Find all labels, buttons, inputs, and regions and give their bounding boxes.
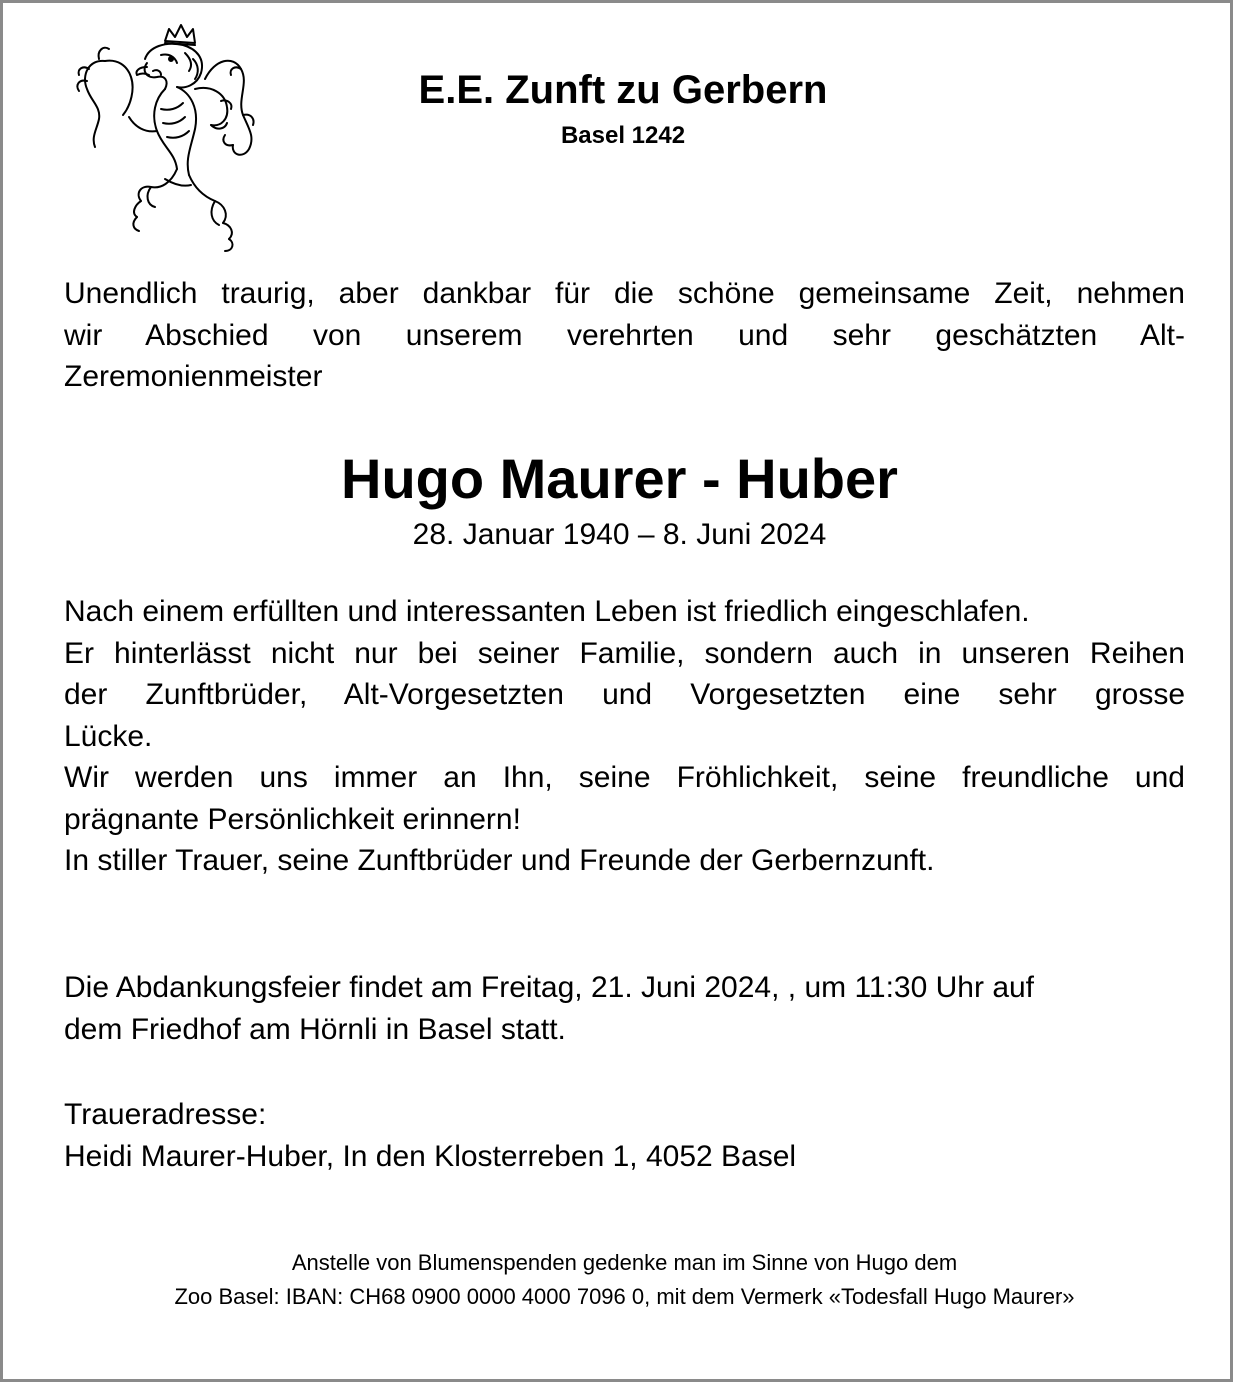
intro-line: Unendlich traurig, aber dankbar für die schöne gemeinsame Zeit, nehmen: [64, 277, 1185, 310]
rampant-lion-crest-icon: [65, 19, 261, 255]
deceased-name: Hugo Maurer - Huber: [341, 447, 898, 510]
body-paragraph: [64, 591, 1185, 882]
body-line: Er hinterlässt nicht nur bei seiner Familie, sondern auch in unseren Reihen: [64, 636, 1185, 670]
donation-line: Zoo Basel: IBAN: CH68 0900 0000 4000 7096 0, mit dem Vermerk «Todesfall Hugo Maurer»: [174, 1284, 1075, 1309]
org-subtitle: Basel 1242: [560, 122, 686, 149]
body-line: Nach einem erfüllten und interessanten Leben ist friedlich eingeschlafen.: [64, 595, 1030, 628]
intro-line: Zeremonienmeister: [64, 360, 323, 393]
ceremony-paragraph: [64, 967, 1185, 1050]
body-line: Lücke.: [64, 719, 153, 753]
address-value: Heidi Maurer-Huber, In den Klosterreben 1, 4052 Basel: [64, 1139, 797, 1173]
ceremony-line: dem Friedhof am Hörnli in Basel statt.: [64, 1012, 566, 1046]
body-line: der Zunftbrüder, Alt-Vorgesetzten und Vorgesetzten eine sehr grosse: [64, 678, 1185, 711]
body-line: In stiller Trauer, seine Zunftbrüder und Freunde der Gerbernzunft.: [64, 844, 935, 877]
ceremony-line: Die Abdankungsfeier findet am Freitag, 21. Juni 2024, , um 11:30 Uhr auf: [64, 971, 1035, 1004]
donation-line: Anstelle von Blumenspenden gedenke man im Sinne von Hugo dem: [291, 1250, 958, 1275]
org-name: E.E. Zunft zu Gerbern: [418, 68, 828, 112]
address-label: Traueradresse:: [64, 1098, 267, 1131]
body-line: Wir werden uns immer an Ihn, seine Fröhlichkeit, seine freundliche und: [64, 761, 1185, 794]
life-dates: 28. Januar 1940 – 8. Juni 2024: [412, 518, 827, 551]
address-block: [64, 1094, 1185, 1177]
intro-line: wir Abschied von unserem verehrten und sehr geschätzten Alt-: [64, 318, 1185, 352]
intro-paragraph: [64, 273, 1185, 398]
body-line: prägnante Persönlichkeit erinnern!: [64, 802, 521, 836]
